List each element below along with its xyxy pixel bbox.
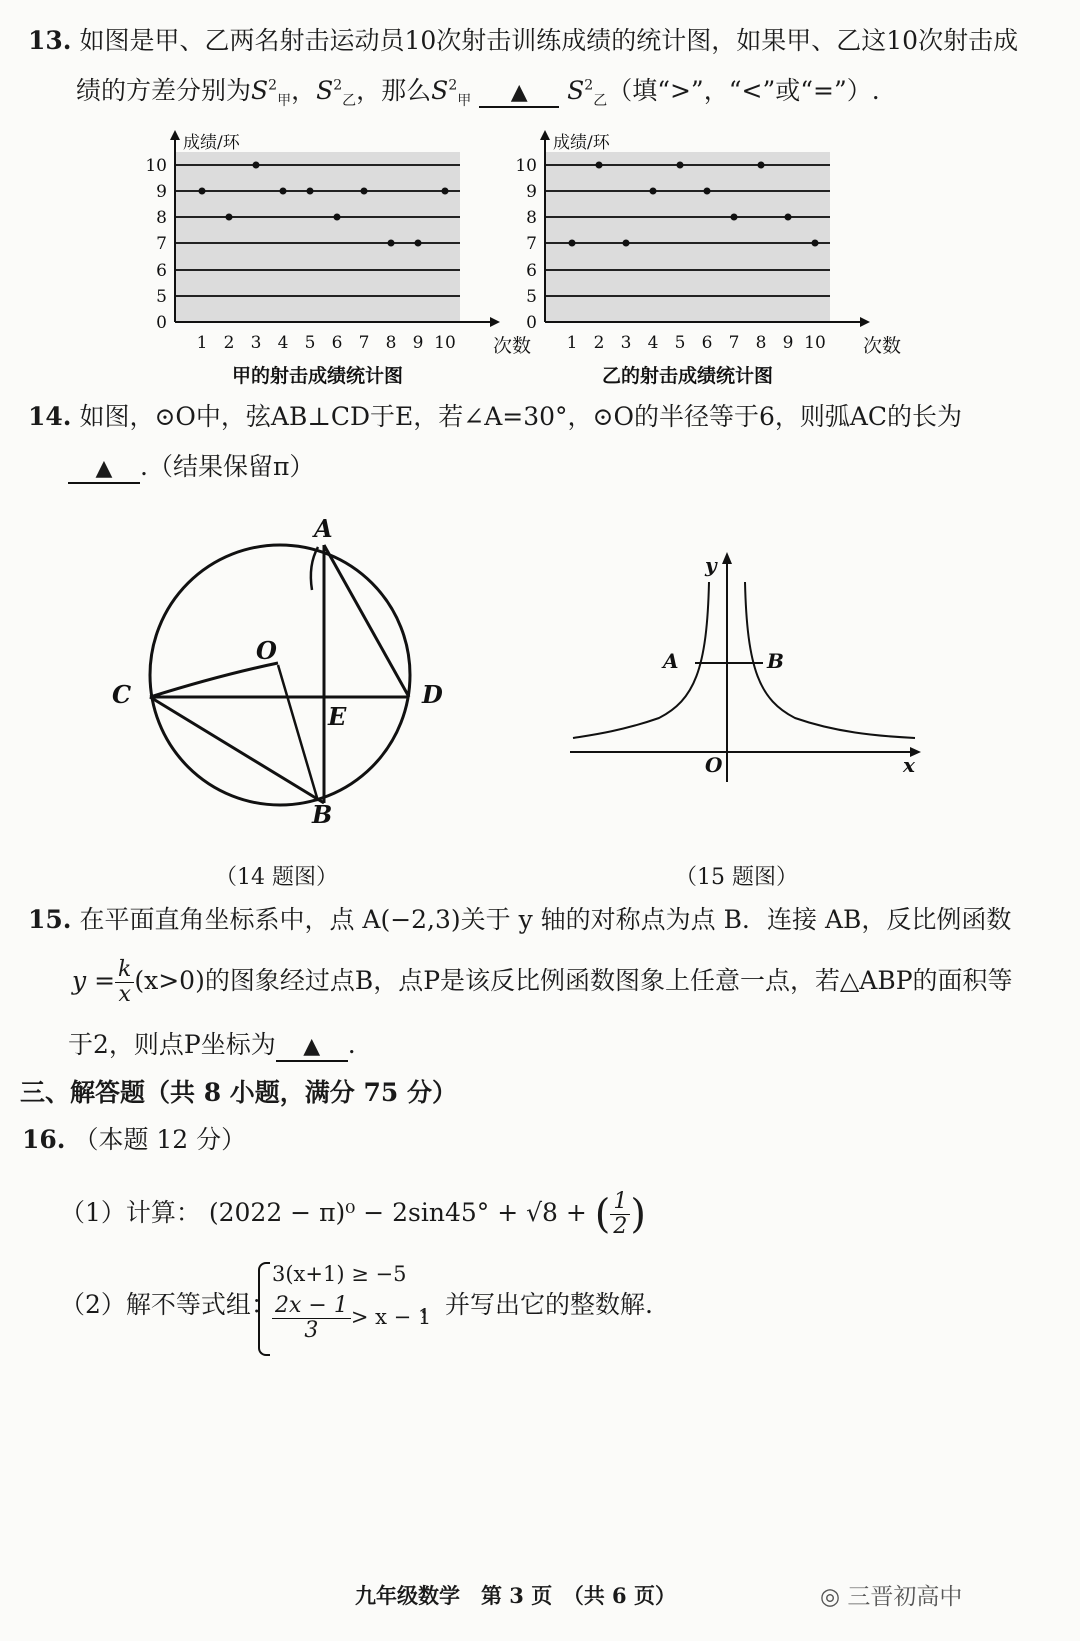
page-footer: 九年级数学 第 3 页 （共 6 页） <box>355 1583 676 1608</box>
data-point <box>253 162 260 169</box>
x-tick-label: 10 <box>434 333 456 353</box>
x-tick-label: 6 <box>331 333 343 353</box>
section-3-heading: 三、解答题（共 8 小题，满分 75 分） <box>20 1078 458 1107</box>
q15-eq-y: y = <box>72 966 116 996</box>
q16-score: （本题 12 分） <box>73 1125 247 1154</box>
data-point <box>677 162 684 169</box>
data-point <box>731 214 738 221</box>
y-tick-label: 0 <box>526 313 537 333</box>
data-point <box>812 240 819 247</box>
segment-oc <box>150 663 278 697</box>
q14-text-2: .（结果保留π） <box>140 452 315 481</box>
x-tick-label: 6 <box>701 333 713 353</box>
q13-text-2a: 绩的方差分别为 <box>76 76 252 105</box>
q16-number: 16. <box>22 1125 66 1154</box>
wechat-icon: ◎ <box>820 1584 848 1610</box>
q16-p2-frac-den: 3 <box>304 1318 319 1344</box>
q15-condition: (x>0) <box>134 966 205 996</box>
x-tick-label: 5 <box>304 333 316 353</box>
data-point <box>596 162 603 169</box>
q15-line3 <box>68 1030 356 1062</box>
label-origin: O <box>705 753 723 777</box>
label-d: D <box>422 680 443 709</box>
brace <box>258 1262 270 1356</box>
figure-15 <box>565 550 935 780</box>
data-point <box>650 188 657 195</box>
q15-answer-blank[interactable]: ▲ <box>276 1034 348 1062</box>
q15-text-2: 的图象经过点B，点P是该反比例函数图象上任意一点，若△ABP的面积等 <box>204 966 1013 996</box>
q14-answer-blank[interactable]: ▲ <box>68 456 140 484</box>
figure-14-caption: （14 题图） <box>215 865 338 890</box>
q16-p1-label: （1）计算： <box>60 1198 201 1228</box>
data-point <box>569 240 576 247</box>
chart-jia <box>140 130 532 394</box>
q14-number: 14. <box>28 402 72 431</box>
q13-text-1: 如图是甲、乙两名射击运动员10次射击训练成绩的统计图，如果甲、乙这10次射击成 <box>79 26 1019 55</box>
x-arrow-icon <box>860 317 870 327</box>
x-axis-label: 次数 <box>863 335 902 357</box>
q16-ineq2 <box>272 1294 431 1343</box>
x-tick-label: 1 <box>566 333 578 353</box>
data-point <box>307 188 314 195</box>
q16-p1-frac-num: 1 <box>610 1190 630 1215</box>
q15-frac-num: k <box>115 958 134 983</box>
figure-14 <box>100 505 460 835</box>
y-tick-label: 6 <box>526 261 537 281</box>
q15-number: 15. <box>28 905 72 934</box>
q16-p2-label: （2）解不等式组： <box>60 1290 276 1319</box>
y-arrow-icon <box>170 130 180 140</box>
q14-line1 <box>28 402 962 432</box>
label-a: A <box>314 514 333 543</box>
q13-number: 13. <box>28 26 72 55</box>
q16-p2-rhs: > x − 1 <box>350 1305 432 1330</box>
x-tick-label: 10 <box>804 333 826 353</box>
data-point <box>758 162 765 169</box>
x-tick-label: 4 <box>277 333 289 353</box>
q16-ineq1: 3(x+1) ≥ −5 <box>272 1262 407 1286</box>
chart-title: 乙的射击成绩统计图 <box>601 365 774 387</box>
q15-text-3: 于2，则点P坐标为 <box>68 1030 276 1059</box>
watermark <box>820 1578 962 1611</box>
q15-line2 <box>72 958 1013 1007</box>
y-tick-label: 6 <box>156 261 167 281</box>
label-o: O <box>256 636 277 665</box>
y-tick-label: 7 <box>156 234 167 254</box>
data-point <box>442 188 449 195</box>
q15-line1 <box>28 905 1011 935</box>
y-arrow-icon <box>540 130 550 140</box>
q16-part2 <box>60 1290 276 1320</box>
q13-line2: 绩的方差分别为$S^2_甲$，$S^2_乙$，那么$S^2_甲$ ▲ $S^2_乙$（填“>”，“<”或“=”）. <box>76 76 880 109</box>
data-point <box>623 240 630 247</box>
q16-p2-tail: ，并写出它的整数解. <box>420 1290 653 1319</box>
x-tick-label: 3 <box>250 333 262 353</box>
x-axis-label: 次数 <box>493 335 532 357</box>
x-tick-label: 9 <box>412 333 424 353</box>
label-x: x <box>903 753 915 777</box>
q15-end: . <box>347 1030 356 1059</box>
segment-cb <box>150 697 324 803</box>
q13-line1 <box>28 26 1018 56</box>
y-tick-label: 0 <box>156 313 167 333</box>
data-point <box>280 188 287 195</box>
s-yi: S <box>316 76 334 105</box>
q16-part1: （1）计算： (2022 − π)⁰ − 2sin45° + √8 + ( $\frac{1}{2}$ ) <box>60 1189 647 1240</box>
y-tick-label: 9 <box>526 182 537 202</box>
label-b15: B <box>767 649 784 673</box>
y-axis-label: 成绩/环 <box>183 133 240 153</box>
x-tick-label: 3 <box>620 333 632 353</box>
s-jia-sub: 甲 <box>277 93 292 109</box>
segment-ob <box>278 665 318 801</box>
y-tick-label: 5 <box>526 287 537 307</box>
q16-p1-frac-den: 2 <box>613 1214 628 1240</box>
x-tick-label: 2 <box>593 333 605 353</box>
label-y: y <box>705 553 717 577</box>
y-tick-label: 7 <box>526 234 537 254</box>
y-tick-label: 10 <box>515 156 537 176</box>
figure-15-caption: （15 题图） <box>675 865 798 890</box>
chart-title: 甲的射击成绩统计图 <box>231 365 404 387</box>
segment-ad <box>324 545 409 697</box>
data-point <box>704 188 711 195</box>
q13-sep: ， <box>291 76 317 105</box>
q15-text-1: 在平面直角坐标系中，点 A(−2,3)关于 y 轴的对称点为点 B．连接 AB，反比例函数 <box>79 905 1012 934</box>
label-c: C <box>112 680 132 709</box>
y-axis-label: 成绩/环 <box>553 133 610 153</box>
x-tick-label: 7 <box>728 333 740 353</box>
x-tick-label: 4 <box>647 333 659 353</box>
curve-left <box>573 582 709 738</box>
data-point <box>334 214 341 221</box>
q16-p1-expr: (2022 − π)⁰ − 2sin45° + √8 + <box>208 1198 587 1228</box>
y-tick-label: 5 <box>156 287 167 307</box>
q14-text-1: 如图，⊙O中，弦AB⊥CD于E，若∠A=30°，⊙O的半径等于6，则弧AC的长为 <box>79 402 963 431</box>
x-arrow-icon <box>490 317 500 327</box>
s-jia: S <box>251 76 269 105</box>
q16-header <box>22 1125 246 1155</box>
data-point <box>361 188 368 195</box>
data-point <box>226 214 233 221</box>
label-a15: A <box>663 649 679 673</box>
watermark-text: 三晋初高中 <box>847 1584 963 1610</box>
q13-answer-blank[interactable]: ▲ <box>479 80 559 108</box>
x-tick-label: 7 <box>358 333 370 353</box>
angle-a-mark <box>311 547 318 590</box>
x-tick-label: 5 <box>674 333 686 353</box>
x-tick-label: 2 <box>223 333 235 353</box>
data-point <box>199 188 206 195</box>
label-b: B <box>312 800 333 829</box>
q16-p2-frac-num: 2x − 1 <box>272 1294 351 1319</box>
x-tick-label: 1 <box>196 333 208 353</box>
data-point <box>785 214 792 221</box>
q13-text-2c: （填“>”，“<”或“=”）. <box>607 76 880 105</box>
y-tick-label: 9 <box>156 182 167 202</box>
q14-line2 <box>68 452 314 484</box>
chart-yi <box>510 130 900 394</box>
y-tick-label: 10 <box>145 156 167 176</box>
label-e: E <box>328 702 347 731</box>
data-point <box>415 240 422 247</box>
x-tick-label: 8 <box>385 333 397 353</box>
s-yi-sub: 乙 <box>342 93 357 109</box>
y-tick-label: 8 <box>526 208 537 228</box>
x-tick-label: 8 <box>755 333 767 353</box>
q15-frac-den: x <box>118 982 131 1008</box>
y-arrow-icon <box>722 552 732 564</box>
y-tick-label: 8 <box>156 208 167 228</box>
x-tick-label: 9 <box>782 333 794 353</box>
q13-text-2b: ，那么 <box>356 76 432 105</box>
data-point <box>388 240 395 247</box>
